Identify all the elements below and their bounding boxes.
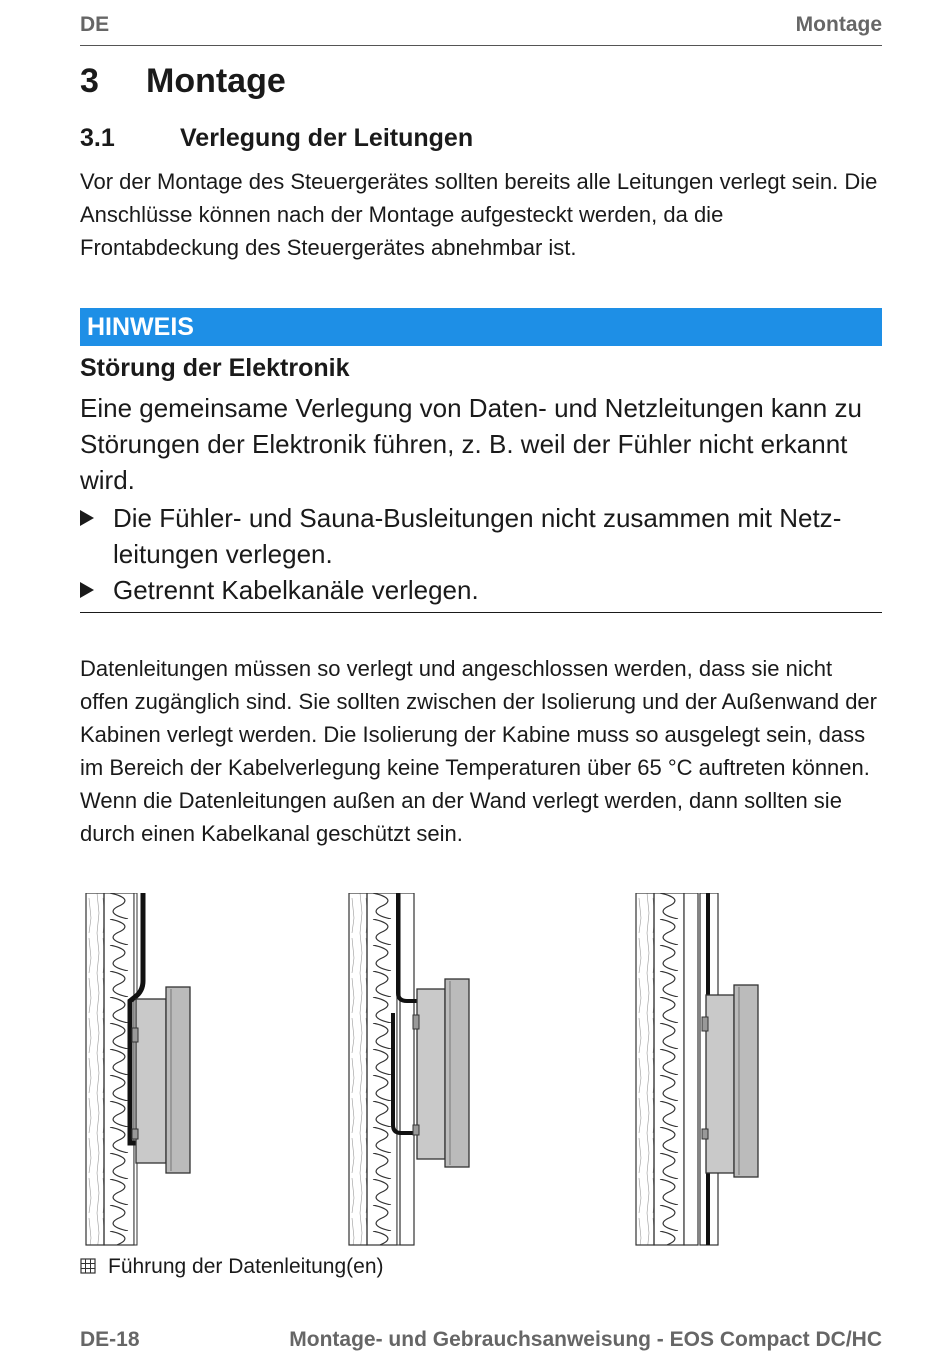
- figure-caption: [80, 1255, 384, 1279]
- page-header: [80, 13, 882, 46]
- chapter-heading: [80, 62, 286, 101]
- arrow-right-icon: [80, 510, 94, 526]
- notice-step-text: Die Fühler- und Sauna-Busleitungen nicht zusammen mit Netzleitungen verlegen.: [113, 503, 842, 569]
- header-section: Montage: [795, 13, 882, 36]
- body-text-2: Wenn die Datenleitungen außen an der Wand verlegt werden, dann sollten sie durch einen Kabelkanal geschützt sein.: [80, 788, 842, 846]
- arrow-right-icon: [80, 582, 94, 598]
- notice-steps: [80, 500, 882, 608]
- subsection-number: 3.1: [80, 124, 115, 152]
- notice-step: [80, 572, 882, 608]
- notice-step-text: Getrennt Kabelkanäle verlegen.: [113, 575, 479, 605]
- chapter-number: 3: [80, 62, 99, 100]
- intro-paragraph: Vor der Montage des Steuergerätes sollten bereits alle Leitungen verlegt sein. Die Anschlüsse können nach der Montage aufgesteckt werden, da die Frontabdeckung des Steuergerätes abnehmbar ist.: [80, 169, 878, 260]
- subsection-heading: [80, 124, 473, 153]
- header-language: DE: [80, 13, 110, 36]
- body-paragraph: [80, 652, 882, 850]
- chapter-title: Montage: [146, 62, 286, 100]
- figure-variant-3: [636, 893, 758, 1245]
- notice-text: Eine gemeinsame Verlegung von Daten- und Netzleitungen kann zu Störungen der Elektronik führen, z. B. weil der Fühler nicht erkannt wird.: [80, 393, 862, 495]
- figure-caption-text: Führung der Datenleitung(en): [108, 1255, 384, 1278]
- footer-page-number: DE-18: [80, 1328, 140, 1351]
- notice-step: [80, 500, 882, 572]
- notice-title: Störung der Elektronik: [80, 354, 350, 382]
- subsection-title: Verlegung der Leitungen: [180, 124, 474, 152]
- cable-routing-figures: [80, 893, 882, 1248]
- figure-variant-2: [349, 893, 469, 1245]
- notice-banner: [80, 308, 882, 346]
- notice-label: HINWEIS: [87, 313, 194, 341]
- body-text-1: Datenleitungen müssen so verlegt und angeschlossen werden, dass sie nicht offen zugänglich sind. Sie sollten zwischen der Isolierung und der Außenwand der Kabinen verlegt werden. Die Isolierung der Kabine muss so ausgelegt sein, dass im Bereich der Kabelverlegung keine Temperaturen über 65 °C auftreten können.: [80, 656, 877, 780]
- figure-grid-icon: [80, 1258, 96, 1274]
- figure-variant-1: [86, 893, 190, 1245]
- notice-divider: [80, 612, 882, 613]
- footer-document-title: Montage- und Gebrauchsanweisung - EOS Compact DC/HC: [289, 1328, 882, 1351]
